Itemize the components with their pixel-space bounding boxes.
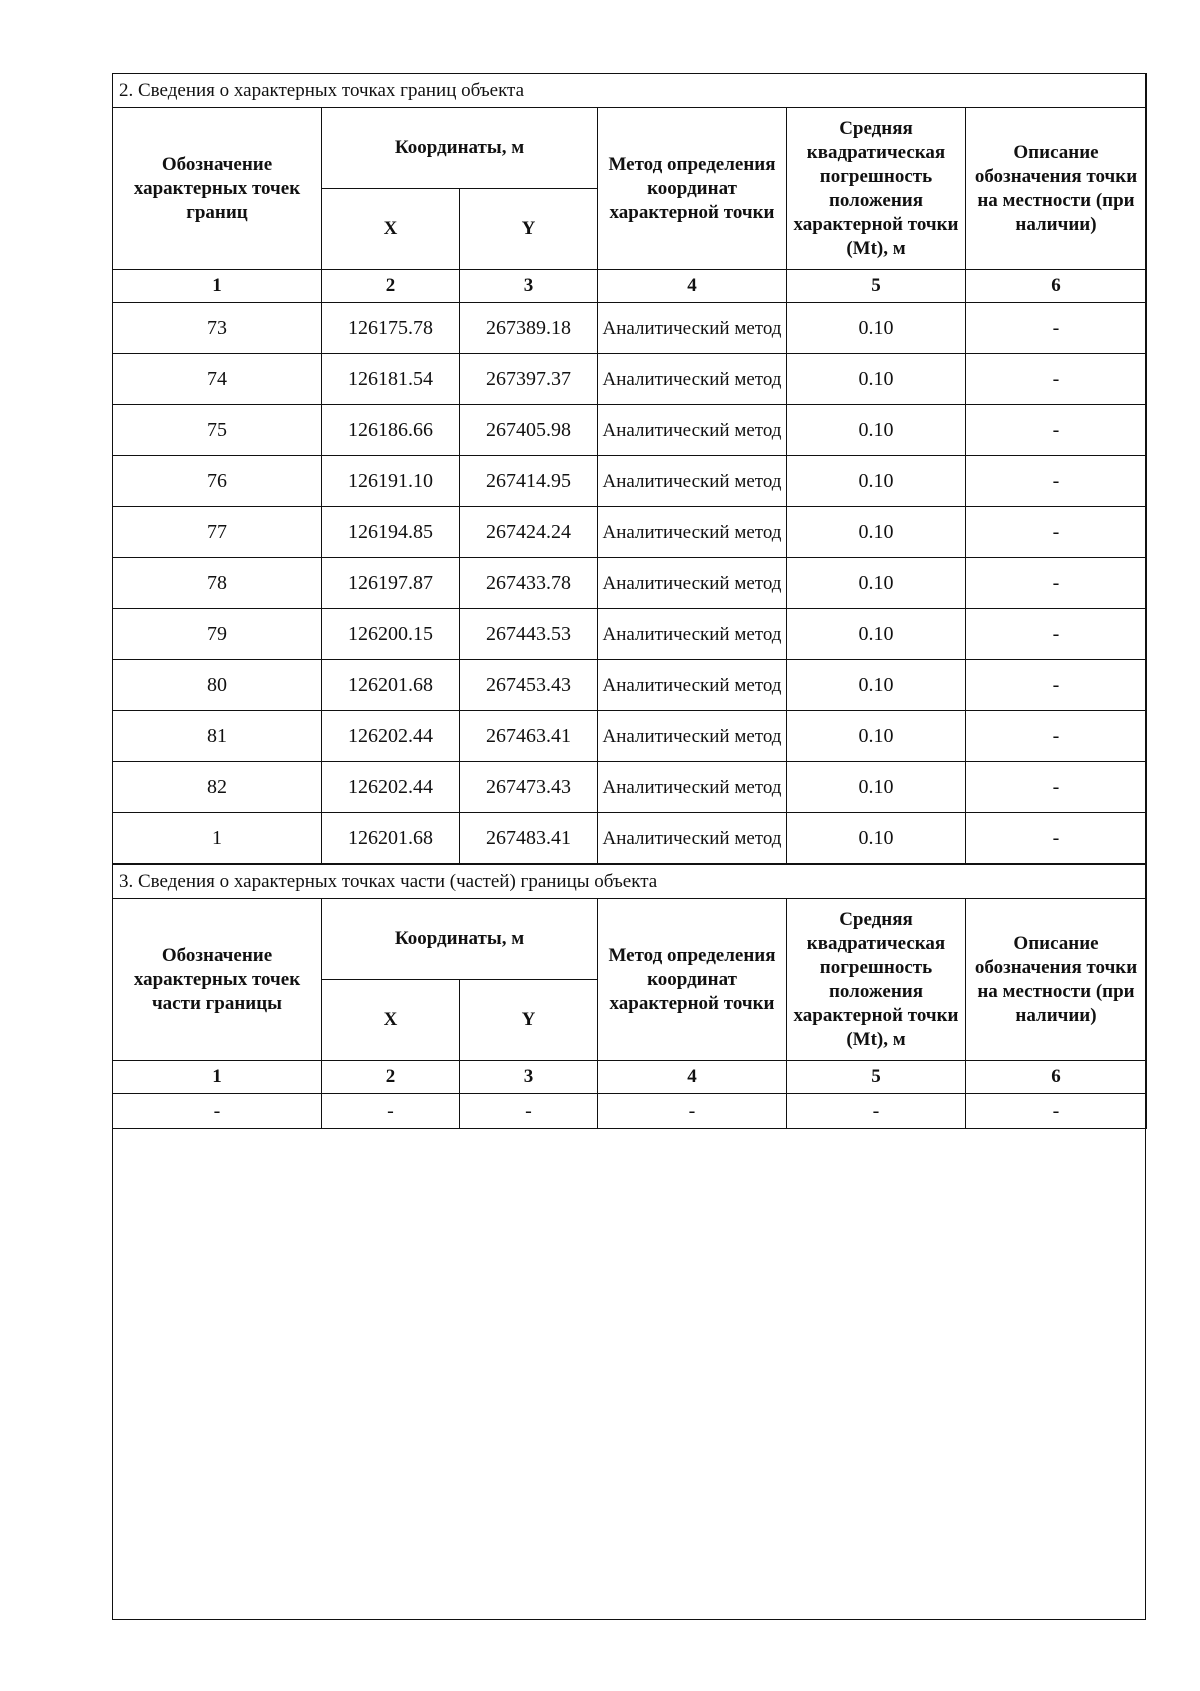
col-number: 6 xyxy=(966,270,1147,303)
cell-y: 267443.53 xyxy=(460,609,598,660)
cell-point: 1 xyxy=(113,813,322,864)
cell-point: 76 xyxy=(113,456,322,507)
cell-description: - xyxy=(966,813,1147,864)
header-description: Описание обозначения точки на местности (при наличии) xyxy=(966,899,1147,1061)
cell-method: Аналитический метод xyxy=(598,354,787,405)
cell-point: 73 xyxy=(113,303,322,354)
table-row xyxy=(113,405,1147,456)
table-row xyxy=(113,711,1147,762)
cell-x: 126200.15 xyxy=(322,609,460,660)
cell-method: Аналитический метод xyxy=(598,303,787,354)
cell-description: - xyxy=(966,456,1147,507)
cell-description: - xyxy=(966,354,1147,405)
header-x: X xyxy=(322,189,460,270)
header-x: X xyxy=(322,980,460,1061)
cell-description: - xyxy=(966,660,1147,711)
cell-point: 79 xyxy=(113,609,322,660)
cell-method: - xyxy=(598,1094,787,1129)
cell-error: 0.10 xyxy=(787,507,966,558)
cell-y: 267414.95 xyxy=(460,456,598,507)
table-row xyxy=(113,660,1147,711)
cell-method: Аналитический метод xyxy=(598,558,787,609)
cell-x: 126201.68 xyxy=(322,660,460,711)
cell-method: Аналитический метод xyxy=(598,660,787,711)
section3-table xyxy=(112,864,1147,1129)
cell-method: Аналитический метод xyxy=(598,762,787,813)
cell-point: 81 xyxy=(113,711,322,762)
cell-y: 267463.41 xyxy=(460,711,598,762)
cell-error: 0.10 xyxy=(787,762,966,813)
cell-error: 0.10 xyxy=(787,660,966,711)
cell-point: 78 xyxy=(113,558,322,609)
cell-y: 267424.24 xyxy=(460,507,598,558)
table-row xyxy=(113,354,1147,405)
cell-y: 267397.37 xyxy=(460,354,598,405)
table-row xyxy=(113,507,1147,558)
header-y: Y xyxy=(460,980,598,1061)
col-number: 2 xyxy=(322,270,460,303)
col-number: 4 xyxy=(598,1061,787,1094)
cell-description: - xyxy=(966,1094,1147,1129)
header-description: Описание обозначения точки на местности (при наличии) xyxy=(966,108,1147,270)
header-coords: Координаты, м xyxy=(322,108,598,189)
cell-error: 0.10 xyxy=(787,813,966,864)
cell-x: - xyxy=(322,1094,460,1129)
section2-title: 2. Сведения о характерных точках границ объекта xyxy=(113,74,1147,108)
header-error: Средняя квадратическая погрешность положения характерной точки (Mt), м xyxy=(787,108,966,270)
cell-y: 267483.41 xyxy=(460,813,598,864)
cell-description: - xyxy=(966,405,1147,456)
cell-y: 267405.98 xyxy=(460,405,598,456)
cell-x: 126175.78 xyxy=(322,303,460,354)
cell-method: Аналитический метод xyxy=(598,507,787,558)
header-point: Обозначение характерных точек части границы xyxy=(113,899,322,1061)
section3-title: 3. Сведения о характерных точках части (частей) границы объекта xyxy=(113,865,1147,899)
table-row xyxy=(113,1094,1147,1129)
col-number: 5 xyxy=(787,270,966,303)
cell-point: 75 xyxy=(113,405,322,456)
cell-x: 126191.10 xyxy=(322,456,460,507)
cell-description: - xyxy=(966,609,1147,660)
table-row xyxy=(113,558,1147,609)
cell-error: 0.10 xyxy=(787,558,966,609)
column-numbers-row xyxy=(113,1061,1147,1094)
cell-error: 0.10 xyxy=(787,303,966,354)
cell-y: 267433.78 xyxy=(460,558,598,609)
cell-method: Аналитический метод xyxy=(598,609,787,660)
header-point: Обозначение характерных точек границ xyxy=(113,108,322,270)
cell-error: 0.10 xyxy=(787,405,966,456)
cell-y: 267453.43 xyxy=(460,660,598,711)
cell-x: 126181.54 xyxy=(322,354,460,405)
col-number: 4 xyxy=(598,270,787,303)
cell-method: Аналитический метод xyxy=(598,405,787,456)
cell-x: 126201.68 xyxy=(322,813,460,864)
section2-table xyxy=(112,73,1147,864)
cell-y: 267473.43 xyxy=(460,762,598,813)
cell-y: - xyxy=(460,1094,598,1129)
col-number: 3 xyxy=(460,1061,598,1094)
cell-description: - xyxy=(966,762,1147,813)
cell-point: 74 xyxy=(113,354,322,405)
table-row xyxy=(113,303,1147,354)
cell-point: - xyxy=(113,1094,322,1129)
cell-x: 126202.44 xyxy=(322,762,460,813)
cell-error: 0.10 xyxy=(787,609,966,660)
cell-error: 0.10 xyxy=(787,354,966,405)
table-row xyxy=(113,762,1147,813)
header-coords: Координаты, м xyxy=(322,899,598,980)
col-number: 5 xyxy=(787,1061,966,1094)
table-row xyxy=(113,813,1147,864)
cell-x: 126197.87 xyxy=(322,558,460,609)
header-y: Y xyxy=(460,189,598,270)
cell-error: 0.10 xyxy=(787,711,966,762)
cell-description: - xyxy=(966,711,1147,762)
column-numbers-row xyxy=(113,270,1147,303)
header-method: Метод определения координат характерной точки xyxy=(598,899,787,1061)
cell-method: Аналитический метод xyxy=(598,456,787,507)
col-number: 3 xyxy=(460,270,598,303)
table-row xyxy=(113,456,1147,507)
header-method: Метод определения координат характерной точки xyxy=(598,108,787,270)
cell-description: - xyxy=(966,507,1147,558)
cell-x: 126186.66 xyxy=(322,405,460,456)
cell-point: 77 xyxy=(113,507,322,558)
cell-x: 126202.44 xyxy=(322,711,460,762)
cell-x: 126194.85 xyxy=(322,507,460,558)
cell-description: - xyxy=(966,558,1147,609)
cell-point: 80 xyxy=(113,660,322,711)
cell-point: 82 xyxy=(113,762,322,813)
cell-error: - xyxy=(787,1094,966,1129)
header-error: Средняя квадратическая погрешность положения характерной точки (Mt), м xyxy=(787,899,966,1061)
col-number: 2 xyxy=(322,1061,460,1094)
table-row xyxy=(113,609,1147,660)
cell-description: - xyxy=(966,303,1147,354)
col-number: 6 xyxy=(966,1061,1147,1094)
cell-method: Аналитический метод xyxy=(598,813,787,864)
cell-y: 267389.18 xyxy=(460,303,598,354)
col-number: 1 xyxy=(113,270,322,303)
cell-method: Аналитический метод xyxy=(598,711,787,762)
col-number: 1 xyxy=(113,1061,322,1094)
cell-error: 0.10 xyxy=(787,456,966,507)
